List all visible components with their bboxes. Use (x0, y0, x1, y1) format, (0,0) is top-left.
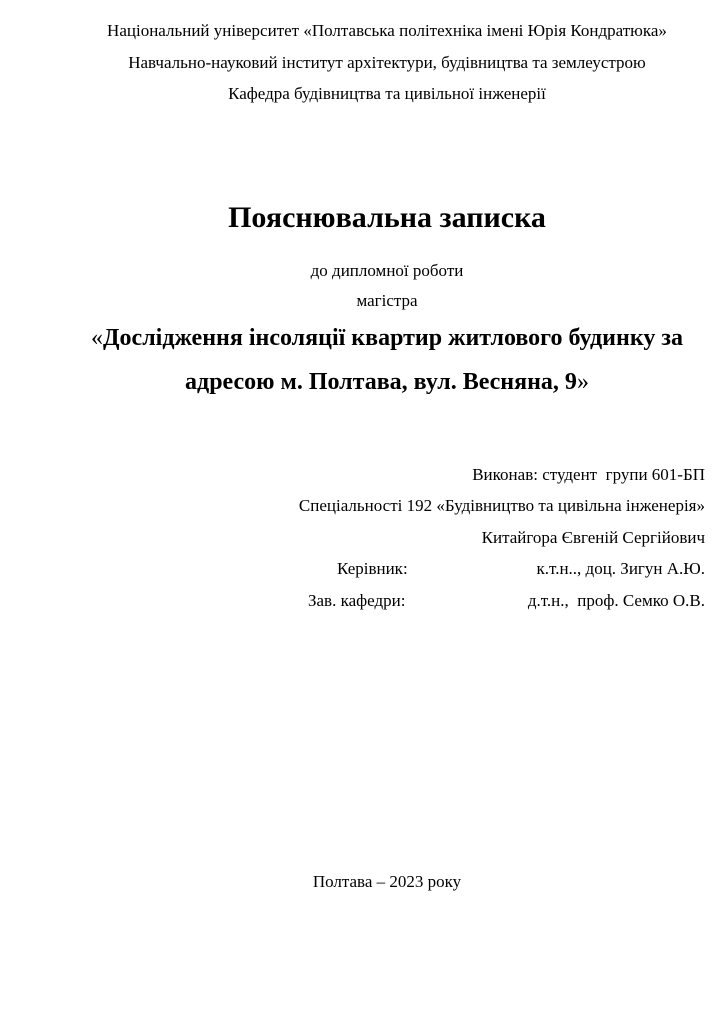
thesis-topic-line-2 (69, 360, 705, 404)
thesis-topic (69, 316, 705, 404)
executor-name: Китайгора Євгеній Сергійович (481, 527, 705, 547)
thesis-topic-line-1 (69, 316, 705, 360)
specialty-line: Спеціальності 192 «Будівництво та цивільна інженерія» (298, 496, 705, 515)
topic-text-1: Дослідження інсоляції квартир житлового будинку за (103, 324, 683, 351)
institute-name: Навчально-науковий інститут архітектури, будівництва та землеустрою (128, 52, 646, 72)
university-header (69, 15, 705, 110)
subtitle-degree: магістра (356, 290, 418, 310)
executor-line: Виконав: студент групи 601-БП (472, 464, 705, 484)
topic-text-2: адресою м. Полтава, вул. Весняна, 9 (185, 368, 577, 395)
supervisor-row (69, 553, 705, 585)
close-quote: » (576, 368, 589, 395)
department-head-label: Зав. кафедри: (308, 590, 406, 610)
open-quote: « (91, 324, 104, 351)
university-name: Національний університет «Полтавська політехніка імені Юрія Кондратюка» (107, 21, 667, 40)
subtitle-block (69, 256, 705, 316)
document-title: Пояснювальна записка (228, 200, 546, 234)
department-head-value: д.т.н., проф. Семко О.В. (527, 590, 705, 610)
city-year-footer: Полтава – 2023 року (312, 872, 462, 891)
credentials-block (69, 459, 705, 617)
department-head-row (69, 585, 705, 617)
subtitle-work-type: до дипломної роботи (310, 260, 464, 280)
supervisor-value: к.т.н.., доц. Зигун А.Ю. (536, 559, 705, 578)
department-name: Кафедра будівництва та цивільної інженерії (228, 84, 546, 103)
supervisor-label: Керівник: (337, 559, 408, 578)
